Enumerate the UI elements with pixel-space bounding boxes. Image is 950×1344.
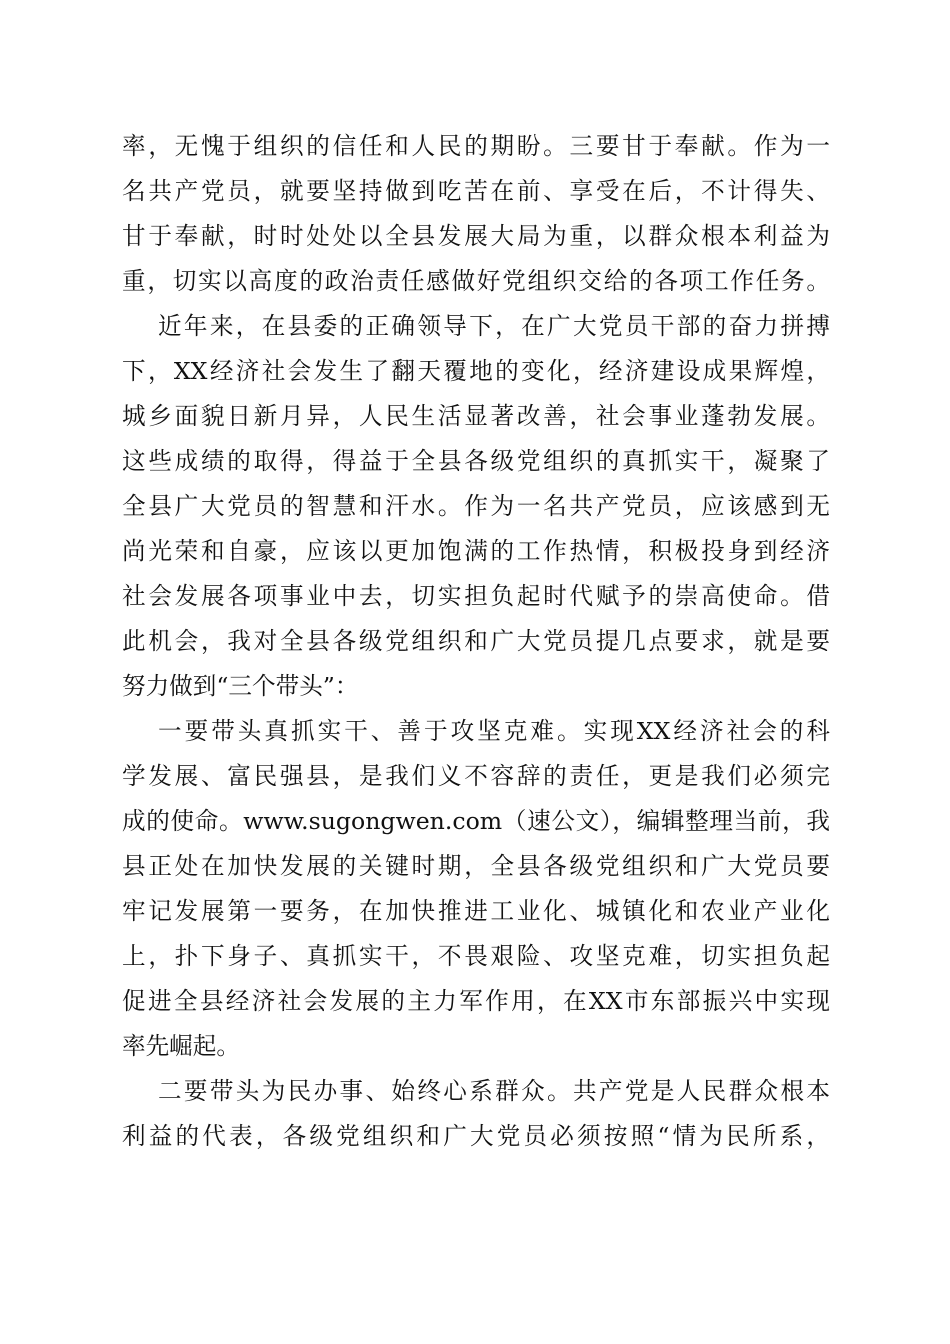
paragraph-4-line-1: 二要带头为民办事、始终心系群众。共产党是人民群众根本 [158,1077,830,1105]
text-line-1: 率，无愧于组织的信任和人民的期盼。三要甘于奉献。作为一 [122,132,830,160]
paragraph-2-line-9: 努力做到“三个带头”： [122,672,359,700]
paragraph-3-line-7: 促进全县经济社会发展的主力军作用，在XX市东部振兴中实现 [122,987,830,1015]
text-line-3: 甘于奉献，时时处处以全县发展大局为重，以群众根本利益为 [122,222,830,250]
paragraph-3-line-5: 牢记发展第一要务，在加快推进工业化、城镇化和农业产业化 [122,897,830,925]
paragraph-2-line-7: 社会发展各项事业中去，切实担负起时代赋予的崇高使命。借 [122,582,830,610]
paragraph-4-line-2: 利益的代表，各级党组织和广大党员必须按照“情为民所系， [122,1122,830,1150]
text-line-2: 名共产党员，就要坚持做到吃苦在前、享受在后，不计得失、 [122,177,830,205]
paragraph-3-line-6: 上，扑下身子、真抓实干，不畏艰险、攻坚克难，切实担负起 [122,942,830,970]
paragraph-3-line-1: 一要带头真抓实干、善于攻坚克难。实现XX经济社会的科 [158,717,830,745]
paragraph-2-line-1: 近年来，在县委的正确领导下，在广大党员干部的奋力拼搏 [158,312,830,340]
paragraph-2-line-8: 此机会，我对全县各级党组织和广大党员提几点要求，就是要 [122,627,830,655]
paragraph-2-line-5: 全县广大党员的智慧和汗水。作为一名共产党员，应该感到无 [122,492,830,520]
paragraph-2-line-6: 尚光荣和自豪，应该以更加饱满的工作热情，积极投身到经济 [122,537,830,565]
paragraph-3-line-8: 率先崛起。 [122,1032,240,1060]
paragraph-3-line-2: 学发展、富民强县，是我们义不容辞的责任，更是我们必须完 [122,762,830,790]
text-line-4: 重，切实以高度的政治责任感做好党组织交给的各项工作任务。 [122,267,830,295]
paragraph-3-line-3: 成的使命。www.sugongwen.com（速公文），编辑整理当前，我 [122,807,830,835]
paragraph-2-line-3: 城乡面貌日新月异，人民生活显著改善，社会事业蓬勃发展。 [122,402,830,430]
paragraph-2-line-4: 这些成绩的取得，得益于全县各级党组织的真抓实干，凝聚了 [122,447,830,475]
paragraph-2-line-2: 下，XX经济社会发生了翻天覆地的变化，经济建设成果辉煌， [122,357,830,385]
paragraph-3-line-4: 县正处在加快发展的关键时期，全县各级党组织和广大党员要 [122,852,830,880]
